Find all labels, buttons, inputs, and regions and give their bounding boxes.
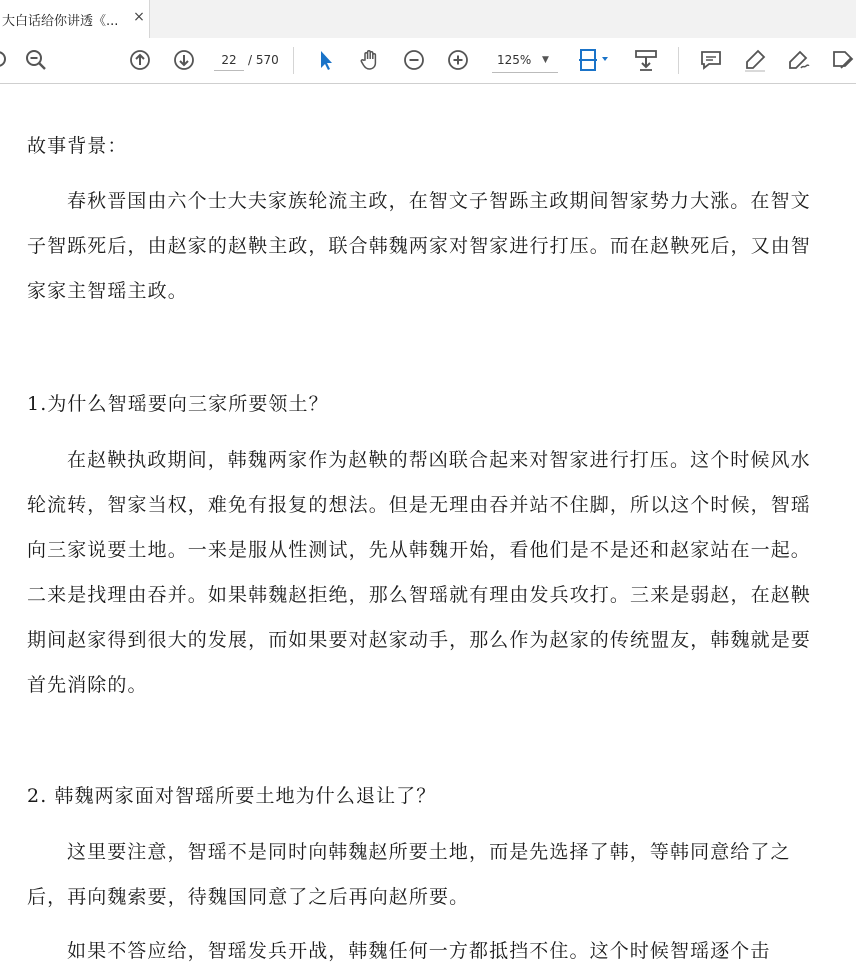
chevron-down-icon: ▼ [542,55,549,65]
page-total: / 570 [248,53,279,67]
document-page [0,84,856,975]
tag-icon[interactable] [831,48,855,72]
highlight-pen-icon[interactable] [743,48,767,72]
draw-sign-icon[interactable] [787,48,811,72]
page-fit-icon[interactable] [578,48,612,72]
scroll-mode-icon[interactable] [634,48,658,72]
previous-page-icon[interactable] [128,48,152,72]
zoom-value: 125% [497,53,532,67]
paragraph: 在赵鞅执政期间，韩魏两家作为赵鞅的帮凶联合起来对智家进行打压。这个时候风水轮流转，智家当权，难免有报复的想法。但是无理由吞并站不住脚，所以这个时候，智瑶向三家说要土地。一来是服从性测试，先从韩魏开始，看他们是不是还和赵家站在一起。二来是找理由吞并。如果韩魏赵拒绝，那么智瑶就有理由发兵攻打。三来是弱赵，在赵鞅期间赵家得到很大的发展，而如果要对赵家动手，那么作为赵家的传统盟友，韩魏就是要首先消除的。 [27,449,811,696]
section-heading: 故事背景： [27,135,128,157]
select-cursor-icon[interactable] [314,48,338,72]
zoom-out-search-icon[interactable] [24,48,48,72]
zoom-select[interactable] [492,50,558,70]
page-number-input[interactable]: 22 [214,50,244,71]
zoom-underline [492,72,558,73]
tab-bar [0,0,856,39]
question-heading: 1.为什么智瑶要向三家所要领土？ [27,393,329,415]
question-heading: 2. 韩魏两家面对智瑶所要土地为什么退让了？ [27,785,437,807]
tab-title: 大白话给你讲透《... [2,14,119,29]
toolbar-divider [678,47,679,74]
paragraph: 春秋晋国由六个士大夫家族轮流主政，在智文子智跞主政期间智家势力大涨。在智文子智跞死后，由赵家的赵鞅主政，联合韩魏两家对智家进行打压。而在赵鞅死后，又由智家家主智瑶主政。 [27,190,811,302]
toolbar-partial-icon[interactable] [0,48,10,72]
close-icon[interactable]: × [133,9,145,25]
zoom-in-icon[interactable] [446,48,470,72]
zoom-out-icon[interactable] [402,48,426,72]
document-tab[interactable] [0,0,150,38]
hand-tool-icon[interactable] [358,48,382,72]
paragraph: 如果不答应给，智瑶发兵开战，韩魏任何一方都抵挡不住。这个时候智瑶逐个击 [67,940,771,962]
next-page-icon[interactable] [172,48,196,72]
paragraph: 这里要注意，智瑶不是同时向韩魏赵所要土地，而是先选择了韩，等韩同意给了之后，再向魏索要，待魏国同意了之后再向赵所要。 [27,841,791,908]
comment-icon[interactable] [699,48,723,72]
toolbar [0,38,856,84]
toolbar-divider [293,47,294,74]
